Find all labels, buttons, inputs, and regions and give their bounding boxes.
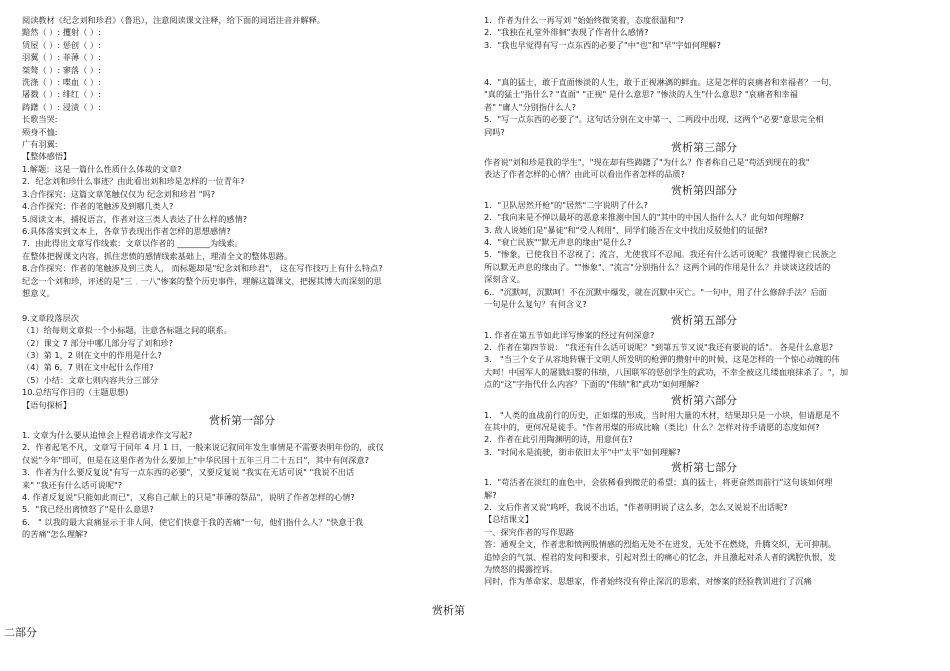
part-5-questions	[484, 329, 924, 391]
text-line: 3.合作探究：这篇文章笔触仅仅为 纪念刘和珍君 "吗?	[22, 188, 216, 199]
text-line: 纪念一个刘和珍，评述的是"三﹒一八"惨案的整个历史事件，理解这篇课文，把握其博大而深刻的思	[22, 275, 382, 286]
text-line: 深刻含义。	[484, 274, 525, 285]
text-line: 4.合作探究：作者的笔触涉及到哪几类人?	[22, 201, 174, 212]
continued-section-title-end: 二部分	[4, 626, 37, 639]
left-column	[22, 14, 462, 541]
text-line: （5）小结：文章七则内容共分三部分	[22, 374, 159, 385]
right-column	[484, 14, 924, 588]
section-title-appreciation-part-4: 赏析第四部分	[671, 183, 737, 197]
text-line: 5．"惨象，已使我目不忍视了；流言，尤使我耳不忍闻。我还有什么话可说呢？我懂得衰亡民族之	[484, 249, 837, 260]
text-line: 2．"我向来是不惮以最坏的恶意来推测中国人的"其中的中国人指什么人？此句如何理解?	[484, 212, 805, 223]
text-line: 2．作者在第四节说： "我还有什么话可说呢？"到第五节又说"我还有要说的话"。 各是什么意思?	[484, 341, 834, 352]
text-line: 10.总结写作目的（主题思想)	[22, 387, 129, 398]
text-line: 赁屋（ ）: 惩创（ ）:	[22, 39, 101, 50]
text-line: 2．文后作者又说"呜呼，我说不出话，"作者明明说了这么多，怎么又说说不出话呢?	[484, 501, 788, 512]
text-line: 殒身不恤:	[22, 126, 58, 137]
text-line: 点的"这"字指代什么内容？下面的"伟绩"和"武功"如何理解?	[484, 379, 700, 390]
text-line: 踌躇（ ）: 浸渍（ ）:	[22, 101, 101, 112]
text-line: 2．纪念刘和珍什么事迹？由此看出刘和珍是怎样的一位青年?	[22, 176, 245, 187]
text-line: 一句是什么复句？有何含义?	[484, 299, 587, 310]
text-line: 2．"我独在礼堂外徘徊"表现了作者什么感情?	[484, 27, 649, 38]
text-line: 1. 作者在第五节如此详写惨案的经过有何深意?	[484, 329, 655, 340]
text-line: 4. 作者反复说"只能如此而已"，又称自己献上的只是"菲薄的祭品"，说明了作者怎样的心情?	[22, 492, 355, 503]
text-line: （2）课文 7 部分中哪几部分写了刘和珍?	[22, 337, 173, 348]
text-line: 洗涤（ ）: 喋血（ ）:	[22, 77, 101, 88]
text-line: 同吗?	[484, 126, 505, 137]
text-line: 屠戮（ ）: 绯红（ ）:	[22, 89, 101, 100]
text-line: （1）给每则文章拟一个小标题，注意各标题之间的联系。	[22, 325, 232, 336]
text-line: 3．"我也早觉得有写一点东西的必要了"中"也"和"早"字如何理解?	[484, 39, 721, 50]
part-1-questions	[22, 429, 462, 541]
section-title-appreciation-part-5: 赏析第五部分	[671, 313, 737, 327]
text-line: 1． "人类的血战前行的历史，正如煤的形成，当时用大量的木材，结果却只是一小块，但请愿是不	[484, 409, 840, 420]
part-4-questions	[484, 199, 924, 311]
text-line: 【总结课文】	[484, 514, 534, 525]
text-line: 想意义。	[22, 287, 55, 298]
text-line: 6． " 以我的最大哀痛显示于非人间，使它们快意于我的苦痛"一句，他们指什么人？"快意于我	[22, 516, 364, 527]
text-line: 3．作者为什么要反复说"有写一点东西的必要"，又要反复说 "我实在无话可说" "我说不出话	[22, 467, 355, 478]
text-line: 所以默无声息的缘由了。""惨象"、"流言"分别指什么？这两个词的作用是什么？并谈谈这段话的	[484, 261, 831, 272]
text-line	[484, 64, 924, 76]
text-line: 【语句探析】	[22, 399, 72, 410]
section-title-appreciation-part-7: 赏析第七部分	[671, 461, 737, 475]
text-line: 2．作者在此引用陶渊明的诗，用意何在?	[484, 434, 633, 445]
text-line: 同时，作为革命家、思想家，作者始终没有停止深沉的思索，对惨案的经验教训进行了沉痛	[484, 576, 812, 587]
text-line: 1．"苟活者在淡红的血色中，会依稀看到微茫的希望；真的猛士，将更奋然而前行"这句该如何理	[484, 477, 833, 488]
text-line: 5．"写一点东西的必要了"。这句话分别在文中第一、二两段中出现，这两个"必要"意思完全相	[484, 114, 824, 125]
text-line: 者" "庸人"分别指什么人?	[484, 101, 576, 112]
section-title-appreciation-part-6: 赏析第六部分	[671, 393, 737, 407]
text-line: 8.合作探究：作者的笔触涉及到三类人， 而标题却是"纪念刘和珍君"， 这在写作技巧上有什么特点?	[22, 263, 383, 274]
text-line: 1. 文章为什么要从追悼会上程君请求作文写起?	[22, 429, 193, 440]
text-line: 为愤怒的揭露控诉。	[484, 564, 558, 574]
text-line: 解?	[484, 489, 497, 500]
text-line: 答：通观全文，作者悲和愤两股情感的烈焰无处不在迸发，无处不在燃烧，升腾交织，无可抑制。	[484, 539, 837, 550]
text-line: 来" "我还有什么话可说呢"?	[22, 479, 123, 490]
text-line: 长歌当哭:	[22, 114, 58, 125]
text-line: 2．作者起笔不凡，文章写于同年 4 月 1 日，一般来说记叙同年发生事情是不需要表明年份的，或仅	[22, 442, 384, 453]
text-line: 大呵！中国军人的屠戮妇婴的伟绩，八国联军的惩创学生的武功，不幸全被这几缕血痕抹杀了。"，加	[484, 366, 849, 377]
text-line: 在整体把握课文内容，抓住悲愤的感情线索基础上，理清全文的整体思路。	[22, 250, 293, 261]
left-question-lines	[22, 14, 462, 411]
text-line: 1．"卫队居然开枪"的"居然"二字说明了什么?	[484, 199, 648, 210]
text-line: "真的猛士"指什么? "直面" "正视" 是什么意思? "惨淡的人生"什么意思? "哀痛者和幸福	[484, 89, 798, 100]
text-line: 4．"真的猛士，敢于直面惨淡的人生，敢于正视淋漓的鲜血。这是怎样的哀痛者和幸福者？一句，	[484, 77, 837, 87]
part-7-and-summary	[484, 476, 924, 588]
text-line: 桀骜（ ）: 寥落（ ）:	[22, 64, 101, 75]
text-line: 的苦痛"怎么理解?	[22, 529, 88, 540]
text-line: 6.具体落实到文本上，各章节表现出作者怎样的思想感情?	[22, 225, 231, 236]
text-line: 6.．"沉默呵，沉默呵！不在沉默中爆发，就在沉默中灭亡。"一句中，用了什么修辞手法？后面	[484, 286, 827, 297]
text-line	[484, 51, 924, 63]
text-line: 3. 敌人说她们是"暴徒"和"受人利用"，同学们能否在文中找出反驳他们的证据?	[484, 224, 768, 235]
text-line: 表达了作者怎样的心情？由此可以看出作者怎样的品质?	[484, 169, 685, 180]
text-line: 4．"衰亡民族""默无声息的缘由"是什么?	[484, 237, 632, 248]
text-line: 3．"时间永是流驶，街市依旧太平"中"太平"如何理解?	[484, 446, 681, 457]
text-line: 仅说"今年"即可，但是在这里作者为什么要加上"中华民国十五年三月二十五日"，其中有何深意?	[22, 454, 369, 465]
text-line: 3． "当三个女子从容地转辗于文明人所发明的枪弹的攒射中的时候，这是怎样的一个惊心动魄的伟	[484, 354, 840, 365]
part-2-questions	[484, 14, 924, 138]
text-line: 广有羽翼:	[22, 139, 58, 150]
part-6-questions	[484, 409, 924, 459]
text-line: 7．由此得出文章写作线索：文章以作者的 ________为线索。	[22, 238, 243, 249]
text-line: 5．"我已经出离愤怒了"是什么意思?	[22, 504, 154, 515]
text-line: 黯然（ ）: 攫射（ ）:	[22, 27, 101, 38]
text-line: 【整体感悟】	[22, 151, 72, 162]
text-line: 1．作者为什么一再写刘 "始始终微笑着，态度很温和"?	[484, 15, 684, 25]
text-line: 羽翼（ ）: 菲薄（ ）:	[22, 52, 101, 63]
text-line: （4）第 6，7 则在文中起什么作用?	[22, 362, 154, 373]
text-line: 作者说"刘和珍是我的学生"，"现在却有些踌躇了"为什么？作者称自己是"苟活到现在的我"	[484, 157, 810, 168]
continued-section-title-start: 赏析第	[432, 604, 465, 617]
text-line: 在其中的，更何况是徒手。"作者用煤的形成比喻（类比）什么？怎样对待手请愿的态度如何?	[484, 421, 820, 432]
section-title-appreciation-part-1: 赏析第一部分	[209, 413, 275, 427]
text-line: 一、探究作者的写作思路	[484, 526, 575, 537]
text-line: 1.解题：这是一篇什么性质什么体裁的文章?	[22, 163, 182, 174]
text-line: 5.阅读文本，捕捉语言，作者对这三类人表达了什么样的感情?	[22, 213, 248, 224]
text-line: 追悼会的气氛、程君的发问和要求，引起对烈士的痛心的忆念，并且激起对杀人者的满腔仇恨，发	[484, 551, 837, 562]
text-line: 阅读教材《纪念刘和珍君》（鲁迅），注意阅读课文注释，给下面的词语注音并解释。	[22, 15, 325, 25]
text-line	[22, 299, 462, 311]
part-3-questions	[484, 156, 924, 181]
text-line: （3）第 1，2 则在文中的作用是什么?	[22, 349, 162, 360]
text-line: 9.文章段落层次	[22, 312, 79, 323]
section-title-appreciation-part-3: 赏析第三部分	[671, 141, 737, 155]
